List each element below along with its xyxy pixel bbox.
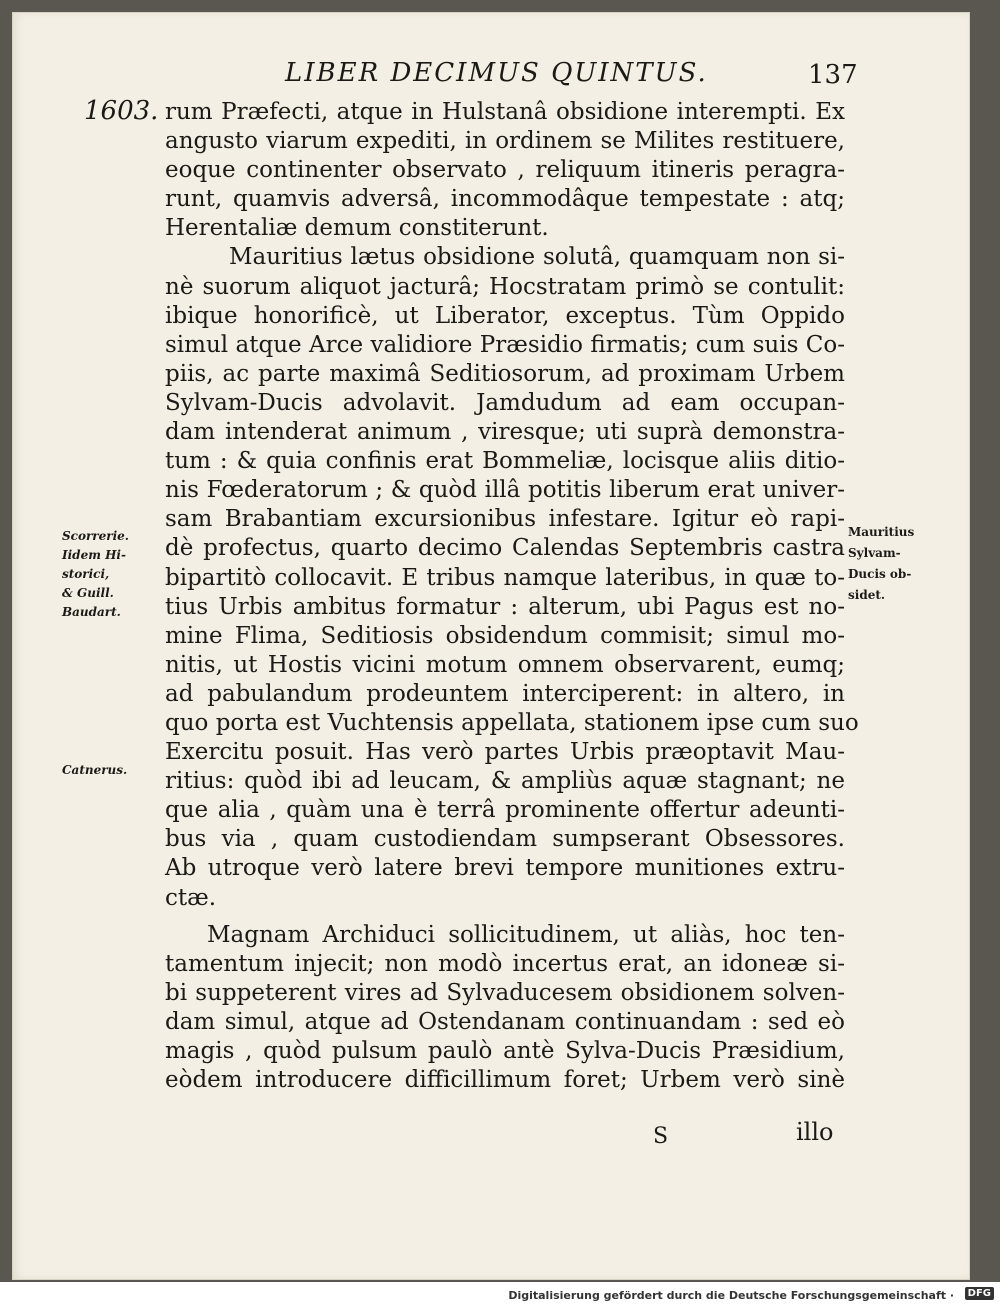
- marginal-line: storici,: [62, 567, 110, 581]
- marginal-line: & Guill.: [62, 586, 114, 600]
- text-line: Exercitu posuit. Has verò partes Urbis præoptavit Mau-: [165, 739, 845, 766]
- text-line: Herentaliæ demum constiterunt.: [165, 215, 549, 242]
- text-line: simul atque Arce validiore Præsidio firmatis; cum suis Co-: [165, 331, 845, 358]
- text-line: ritius: quòd ibi ad leucam, & ampliùs aquæ stagnant; ne: [165, 768, 845, 795]
- text-line: nitis, ut Hostis vicini motum omnem observarent, eumq;: [165, 651, 845, 678]
- marginal-line: sidet.: [848, 588, 886, 602]
- signature-mark: S: [653, 1124, 669, 1149]
- text-line: que alia , quàm una è terrâ prominente offertur adeunti-: [165, 797, 845, 824]
- marginal-line: Baudart.: [62, 605, 121, 619]
- marginal-summary-note: [848, 522, 948, 606]
- running-head: LIBER DECIMUS QUINTUS.: [285, 58, 708, 88]
- text-line: nè suorum aliquot jacturâ; Hocstratam primò se contulit:: [165, 273, 845, 300]
- text-line: eòdem introducere difficillimum foret; Urbem verò sinè: [165, 1067, 845, 1094]
- body-text: [165, 98, 859, 1095]
- text-line: sam Brabantiam excursionibus infestare. Igitur eò rapi-: [165, 506, 845, 533]
- text-line: nis Fœderatorum ; & quòd illâ potitis liberum erat univer-: [165, 477, 845, 504]
- marginal-source-note: [62, 761, 162, 780]
- text-line: bipartitò collocavit. E tribus namque lateribus, in quæ to-: [165, 564, 845, 591]
- text-line: bi suppeterent vires ad Sylvaducesem obsidionem solven-: [165, 979, 845, 1006]
- text-line: tamentum injecit; non modò incertus erat, an idoneæ si-: [165, 950, 845, 977]
- text-line: ctæ.: [165, 884, 217, 911]
- text-line: Magnam Archiduci sollicitudinem, ut aliàs, hoc ten-: [207, 921, 845, 948]
- year-marginal: 1603.: [84, 96, 159, 126]
- marginal-line: Sylvam-: [848, 546, 901, 560]
- text-line: ibique honorificè, ut Liberator, exceptus. Tùm Oppido: [165, 302, 845, 329]
- marginal-line: Mauritius: [848, 525, 915, 539]
- text-line: tius Urbis ambitus formatur : alterum, ubi Pagus est no-: [165, 593, 845, 620]
- text-line: ad pabulandum prodeuntem interciperent: in altero, in: [165, 680, 845, 707]
- text-line: Ab utroque verò latere brevi tempore munitiones extru-: [165, 855, 845, 882]
- text-line: magis , quòd pulsum paulò antè Sylva-Ducis Præsidium,: [165, 1038, 845, 1064]
- text-line: Sylvam-Ducis advolavit. Jamdudum ad eam occupan-: [165, 389, 845, 416]
- text-line: tum : & quia confinis erat Bommeliæ, locisque aliis ditio-: [165, 448, 845, 475]
- text-line: quo porta est Vuchtensis appellata, stationem ipse cum suo: [165, 709, 859, 736]
- marginal-line: Catnerus.: [62, 763, 128, 777]
- text-line: eoque continenter observato , reliquum itineris peragra-: [165, 157, 845, 184]
- page-number: 137: [808, 60, 858, 90]
- marginal-line: Scorrerie.: [62, 529, 129, 543]
- catchword: illo: [796, 1118, 834, 1146]
- text-line: dam simul, atque ad Ostendanam continuandam : sed eò: [165, 1008, 845, 1035]
- text-line: bus via , quam custodiendam sumpserant Obsessores.: [165, 826, 845, 853]
- text-line: dam intenderat animum , viresque; uti suprà demonstra-: [165, 419, 845, 446]
- text-line: mine Flima, Seditiosis obsidendum commisit; simul mo-: [165, 622, 845, 649]
- text-line: rum Præfecti, atque in Hulstanâ obsidione interempti. Ex: [165, 99, 845, 125]
- text-line: dè profectus, quarto decimo Calendas Septembris castra: [165, 535, 845, 562]
- text-line: piis, ac parte maximâ Seditiosorum, ad proximam Urbem: [165, 360, 845, 387]
- text-line: angusto viarum expediti, in ordinem se Milites restituere,: [165, 128, 845, 155]
- text-line: Mauritius lætus obsidione solutâ, quamquam non si-: [229, 244, 845, 271]
- text-line: runt, quamvis adversâ, incommodâque tempestate : atq;: [165, 186, 845, 213]
- funding-credit: Digitalisierung gefördert durch die Deutsche Forschungsgemeinschaft ·: [508, 1289, 954, 1302]
- marginal-line: Iidem Hi-: [62, 548, 126, 562]
- marginal-source-note: [62, 527, 162, 622]
- marginal-line: Ducis ob-: [848, 567, 912, 581]
- dfg-logo: DFG: [965, 1287, 994, 1300]
